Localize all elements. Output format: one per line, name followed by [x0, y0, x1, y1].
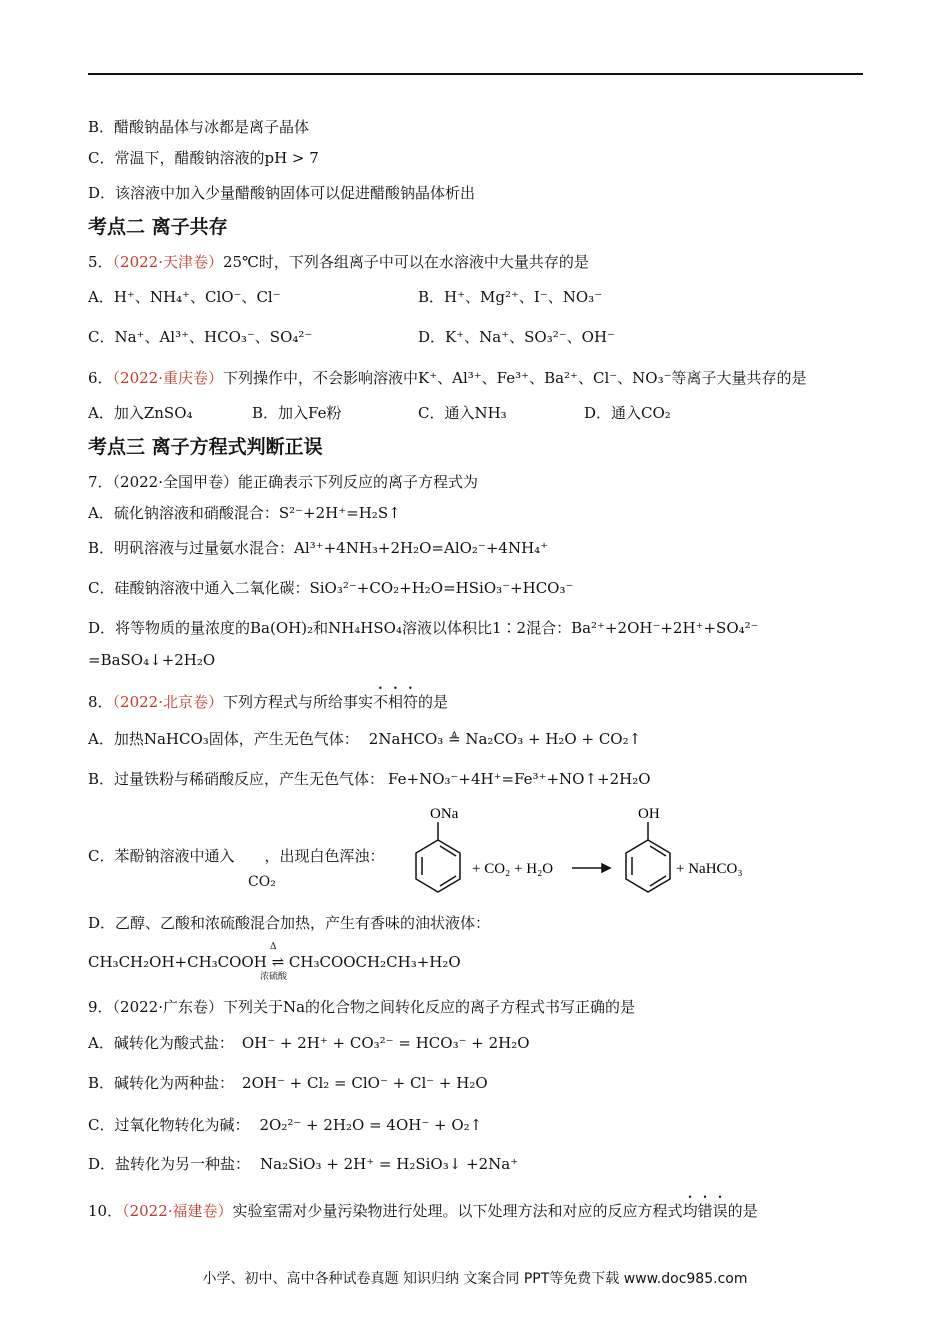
- q8-d-condition-bottom: 浓硫酸: [260, 972, 288, 982]
- q7-option-d-line2: =BaSO₄↓+2H₂O: [88, 651, 216, 669]
- q9-option-b: [88, 1072, 488, 1093]
- section-title-2: 考点二 离子共存: [88, 216, 228, 238]
- q10-source: （2022·福建卷）: [122, 1202, 233, 1220]
- q8-d-equation: CH₃CH₂OH+CH₃COOH ⇌ CH₃COOCH₂CH₃+H₂O: [88, 953, 461, 971]
- q4-option-c-expr: pH > 7: [264, 149, 319, 167]
- q4-option-d: D．该溶液中加入少量醋酸钠固体可以促进醋酸钠晶体析出: [88, 184, 476, 202]
- q9-b-text: B．碱转化为两种盐：: [88, 1074, 235, 1092]
- q6-option-a: A．加入ZnSO₄: [88, 404, 193, 422]
- q9-c-text: C．过氧化物转化为碱：: [88, 1116, 250, 1134]
- q10-text-a: 实验室需对少量污染物进行处理。以下处理方法和对应的反应方程式: [232, 1202, 683, 1220]
- q8-number: 8．: [88, 693, 113, 711]
- q8-c-product-label: OH: [638, 806, 660, 822]
- q9-option-d: [88, 1153, 518, 1174]
- q8-c-reaction-diagram: [410, 800, 770, 900]
- q9-d-equation: Na₂SiO₃ + 2H⁺ = H₂SiO₃↓ +2Na⁺: [260, 1155, 519, 1173]
- q5-option-d: D．K⁺、Na⁺、SO₃²⁻、OH⁻: [418, 328, 615, 346]
- q7-option-b: B．明矾溶液与过量氨水混合：Al³⁺+4NH₃+2H₂O=AlO₂⁻+4NH₄⁺: [88, 539, 549, 557]
- sodium-phenoxide-structure: [416, 822, 460, 892]
- q7-option-d-line1: D．将等物质的量浓度的Ba(OH)₂和NH₄HSO₄溶液以体积比1∶2混合：Ba²⁺+2OH⁻+2H⁺+SO₄²⁻: [88, 619, 759, 637]
- q7-option-a: A．硫化钠溶液和硝酸混合：S²⁻+2H⁺=H₂S↑: [88, 504, 401, 522]
- q8-text-a: 下列方程式与所给事实: [223, 693, 374, 711]
- q8-a-equation: 2NaHCO₃ ≜ Na₂CO₃ + H₂O + CO₂↑: [368, 730, 642, 748]
- reaction-arrow: [572, 864, 610, 872]
- q6-option-b: B．加入Fe粉: [252, 404, 342, 422]
- question-10-stem: [88, 1193, 758, 1221]
- question-7-stem: 7．（2022·全国甲卷）能正确表示下列反应的离子方程式为: [88, 473, 478, 491]
- q4-option-c-text: C．常温下，醋酸钠溶液的: [88, 149, 265, 167]
- q6-text: 下列操作中，不会影响溶液中K⁺、Al³⁺、Fe³⁺、Ba²⁺、Cl⁻、NO₃⁻等离子大量共存的是: [223, 369, 807, 387]
- q8-c-text1: C．苯酚钠溶液中通入: [88, 847, 235, 865]
- q8-b-equation: Fe+NO₃⁻+4H⁺=Fe³⁺+NO↑+2H₂O: [388, 770, 651, 788]
- q8-option-a: [88, 728, 641, 749]
- section-title-3: 考点三 离子方程式判断正误: [88, 436, 323, 458]
- q10-text-b: 的是: [727, 1202, 758, 1220]
- q6-option-d: D．通入CO₂: [584, 404, 671, 422]
- q8-d-condition-top: Δ: [270, 942, 277, 952]
- q8-option-c-text: [88, 845, 385, 866]
- q8-a-text: A．加热NaHCO₃固体，产生无色气体：: [88, 730, 359, 748]
- q8-c-end-terms: + NaHCO₃: [676, 861, 743, 877]
- q8-emphasis: 不相符: [373, 693, 419, 711]
- q9-a-equation: OH⁻ + 2H⁺ + CO₃²⁻ = HCO₃⁻ + 2H₂O: [241, 1034, 530, 1052]
- q9-option-c: [88, 1114, 482, 1135]
- question-5-stem: [88, 251, 589, 272]
- q8-c-reactant-label: ONa: [430, 806, 459, 822]
- q5-option-c: C．Na⁺、Al³⁺、HCO₃⁻、SO₄²⁻: [88, 328, 313, 346]
- q8-c-text2: ，出现白色浑浊：: [264, 847, 385, 865]
- q5-text: 25℃时，下列各组离子中可以在水溶液中大量共存的是: [223, 253, 589, 271]
- q9-c-equation: 2O₂²⁻ + 2H₂O = 4OH⁻ + O₂↑: [259, 1116, 483, 1134]
- q6-number: 6．: [88, 369, 113, 387]
- q5-source: （2022·天津卷）: [112, 253, 223, 271]
- q9-b-equation: 2OH⁻ + Cl₂ = ClO⁻ + Cl⁻ + H₂O: [242, 1074, 488, 1092]
- header-rule: [88, 73, 863, 75]
- q8-c-co2-label: CO₂: [248, 874, 276, 890]
- q6-option-c: C．通入NH₃: [418, 404, 507, 422]
- q5-number: 5．: [88, 253, 113, 271]
- q8-text-b: 的是: [418, 693, 449, 711]
- q9-option-a: [88, 1032, 530, 1053]
- q8-c-middle-terms: + CO₂ + H₂O: [472, 861, 554, 877]
- q8-option-d-text: D．乙醇、乙酸和浓硫酸混合加热，产生有香味的油状液体：: [88, 914, 491, 932]
- q8-b-text: B．过量铁粉与稀硝酸反应，产生无色气体：: [88, 770, 385, 788]
- q4-option-c: [88, 147, 319, 168]
- q7-option-c: C．硅酸钠溶液中通入二氧化碳：SiO₃²⁻+CO₂+H₂O=HSiO₃⁻+HCO₃⁻: [88, 579, 574, 597]
- q9-d-text: D．盐转化为另一种盐：: [88, 1155, 251, 1173]
- q10-number: 10．: [88, 1202, 123, 1220]
- page-footer[interactable]: 小学、初中、高中各种试卷真题 知识归纳 文案合同 PPT等免费下载 www.doc985.com: [202, 1271, 748, 1287]
- q5-option-a: A．H⁺、NH₄⁺、ClO⁻、Cl⁻: [88, 288, 281, 306]
- q5-option-b: B．H⁺、Mg²⁺、I⁻、NO₃⁻: [418, 288, 603, 306]
- phenol-structure: [626, 822, 670, 892]
- question-9-stem: 9．（2022·广东卷）下列关于Na的化合物之间转化反应的离子方程式书写正确的是: [88, 998, 636, 1016]
- question-8-stem: [88, 684, 448, 712]
- q8-source: （2022·北京卷）: [112, 693, 223, 711]
- q9-a-text: A．碱转化为酸式盐：: [88, 1034, 234, 1052]
- q8-option-b: [88, 768, 651, 789]
- q6-source: （2022·重庆卷）: [112, 369, 223, 387]
- q10-emphasis: 均错误: [682, 1202, 728, 1220]
- q4-option-b: B．醋酸钠晶体与冰都是离子晶体: [88, 118, 310, 136]
- question-6-stem: [88, 367, 807, 388]
